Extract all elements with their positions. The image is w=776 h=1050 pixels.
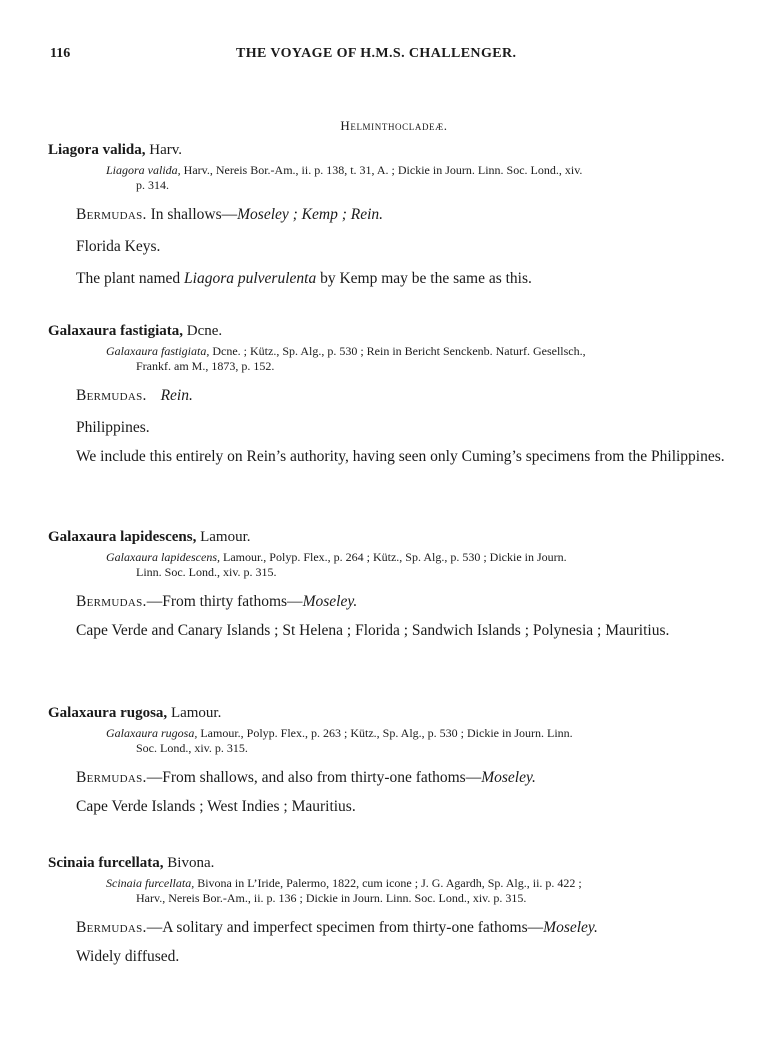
citation xyxy=(106,344,728,374)
bermudas-label: Bermudas. xyxy=(76,206,147,223)
citation-name: Liagora valida, xyxy=(106,163,181,177)
note-italic-name: Liagora pulverulenta xyxy=(184,270,317,287)
citation-continued: p. 314. xyxy=(136,178,169,192)
citation-text: Harv., Nereis Bor.-Am., ii. p. 138, t. 31, A. ; Dickie in Journ. Linn. Soc. Lond., xiv. xyxy=(183,163,583,177)
note: We include this entirely on Rein’s authority, having seen only Cuming’s specimens from the Philippines. xyxy=(76,448,725,465)
species-binomial: Galaxaura fastigiata, xyxy=(48,323,183,339)
species-entry-galaxaura-fastigiata xyxy=(48,321,728,465)
page-number: 116 xyxy=(50,46,71,61)
species-entry-galaxaura-lapidescens xyxy=(48,527,728,639)
citation-continued: Frankf. am M., 1873, p. 152. xyxy=(136,359,275,373)
citation-continued: Soc. Lond., xiv. p. 315. xyxy=(136,741,248,755)
species-name xyxy=(48,527,728,547)
species-authority: Lamour. xyxy=(200,529,251,545)
bermudas-record xyxy=(76,919,728,936)
species-authority: Bivona. xyxy=(167,855,215,871)
bermudas-text: —From thirty fathoms— xyxy=(146,593,303,610)
citation-continued: Harv., Nereis Bor.-Am., ii. p. 136 ; Dickie in Journ. Linn. Soc. Lond., xiv. p. 315. xyxy=(136,891,527,905)
citation-name: Galaxaura lapidescens, xyxy=(106,550,220,564)
locality: Florida Keys. xyxy=(76,238,161,255)
bermudas-collectors: Moseley. xyxy=(543,919,598,936)
species-entry-liagora-valida xyxy=(48,140,728,287)
species-name xyxy=(48,321,728,341)
species-authority: Dcne. xyxy=(186,323,223,339)
bermudas-collectors: Rein. xyxy=(160,387,193,404)
species-binomial: Liagora valida, xyxy=(48,142,146,158)
locality: Cape Verde Islands ; West Indies ; Mauritius. xyxy=(76,798,356,815)
citation-text: Dcne. ; Kütz., Sp. Alg., p. 530 ; Rein in Bericht Senckenb. Naturf. Gesellsch., xyxy=(212,344,586,358)
note xyxy=(76,270,728,287)
bermudas-record xyxy=(76,206,728,223)
citation xyxy=(106,876,728,906)
species-name xyxy=(48,853,728,873)
species-name xyxy=(48,703,728,723)
page-header xyxy=(50,46,728,66)
citation-name: Scinaia furcellata, xyxy=(106,876,195,890)
citation-name: Galaxaura fastigiata, xyxy=(106,344,210,358)
locality: Cape Verde and Canary Islands ; St Helena ; Florida ; Sandwich Islands ; Polynesia ; Mauritius. xyxy=(76,622,670,639)
citation-name: Galaxaura rugosa, xyxy=(106,726,198,740)
bermudas-record xyxy=(76,769,728,786)
bermudas-collectors: Moseley. xyxy=(481,769,536,786)
note-text: The plant named xyxy=(76,270,181,287)
bermudas-record xyxy=(76,593,728,610)
bermudas-label: Bermudas. xyxy=(76,769,147,786)
locality: Philippines. xyxy=(76,419,150,436)
bermudas-label: Bermudas. xyxy=(76,919,147,936)
bermudas-label: Bermudas. xyxy=(76,387,147,404)
bermudas-text: —A solitary and imperfect specimen from thirty-one fathoms— xyxy=(146,919,544,936)
citation xyxy=(106,726,728,756)
species-binomial: Galaxaura rugosa, xyxy=(48,705,168,721)
bermudas-label: Bermudas. xyxy=(76,593,147,610)
family-heading: Helminthocladeæ. xyxy=(340,118,448,133)
bermudas-record xyxy=(76,387,728,404)
species-binomial: Scinaia furcellata, xyxy=(48,855,164,871)
bermudas-collectors: Moseley. xyxy=(302,593,358,610)
species-entry-scinaia-furcellata xyxy=(48,853,728,965)
bermudas-text: —From shallows, and also from thirty-one fathoms— xyxy=(146,769,482,786)
note-text: by Kemp may be the same as this. xyxy=(320,270,532,287)
citation xyxy=(106,550,728,580)
citation-text: Bivona in L’Iride, Palermo, 1822, cum icone ; J. G. Agardh, Sp. Alg., ii. p. 422 ; xyxy=(197,876,582,890)
species-authority: Lamour. xyxy=(170,705,222,721)
running-title: THE VOYAGE OF H.M.S. CHALLENGER. xyxy=(236,46,517,61)
locality: Widely diffused. xyxy=(76,948,180,965)
citation-continued: Linn. Soc. Lond., xiv. p. 315. xyxy=(136,565,277,579)
citation xyxy=(106,163,728,193)
species-binomial: Galaxaura lapidescens, xyxy=(48,529,197,545)
species-entry-galaxaura-rugosa xyxy=(48,703,728,815)
species-name xyxy=(48,140,728,160)
bermudas-text: In shallows— xyxy=(150,206,238,223)
species-authority: Harv. xyxy=(149,142,183,158)
citation-text: Lamour., Polyp. Flex., p. 263 ; Kütz., Sp. Alg., p. 530 ; Dickie in Journ. Linn. xyxy=(200,726,573,740)
citation-text: Lamour., Polyp. Flex., p. 264 ; Kütz., Sp. Alg., p. 530 ; Dickie in Journ. xyxy=(222,550,567,564)
bermudas-collectors: Moseley ; Kemp ; Rein. xyxy=(237,206,384,223)
